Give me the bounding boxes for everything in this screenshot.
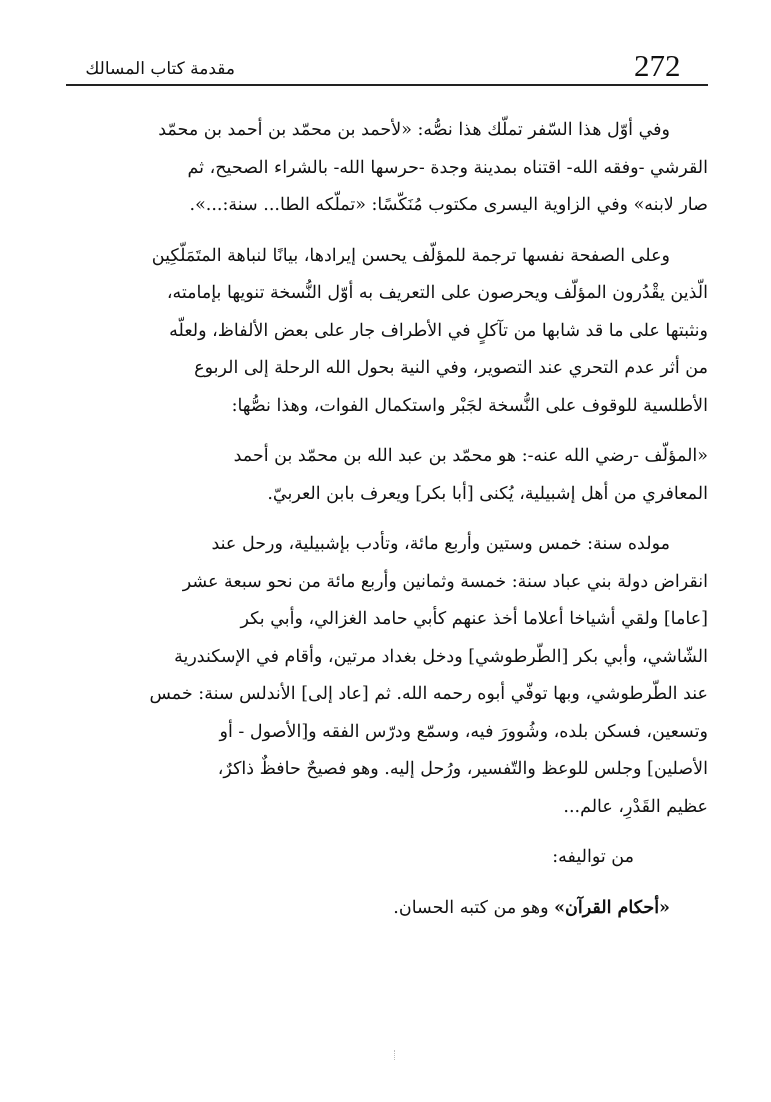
- text-line: انقراض دولة بني عباد سنة: خمسة وثمانين وأربع مائة من نحو سبعة عشر: [182, 571, 708, 592]
- text-line: القرشي -وفقه الله- اقتناه بمدينة وجدة -حرسها الله- بالشراء الصحيح، ثم: [187, 157, 708, 178]
- work-title: «أحكام القرآن»: [554, 897, 670, 918]
- text-line: [عاما] ولقي أشياخا أعلاما أخذ عنهم كأبي حامد الغزالي، وأبي بكر: [240, 609, 708, 629]
- works-item: [66, 890, 708, 928]
- text-line: الّذين يقْدُرون المؤلّف ويحرصون على التعريف به أوّل النُّسخة تنويها بإمامته،: [166, 283, 708, 303]
- scan-mark: [394, 1050, 396, 1060]
- page-number: 272: [634, 48, 681, 83]
- works-heading: [66, 839, 708, 877]
- paragraph-ownership-note: [66, 112, 708, 225]
- text-line: مولده سنة: خمس وستين وأربع مائة، وتأدب بإشبيلية، ورحل عند: [211, 534, 670, 554]
- text-line: «المؤلّف -رضي الله عنه-: هو محمّد بن عبد الله بن محمّد بن أحمد: [233, 446, 708, 466]
- text-line: وتسعين، فسكن بلده، وشُوورَ فيه، وسمّع ودرّس الفقه و[الأصول - أو: [219, 721, 708, 742]
- paragraph-biography-intro: [66, 238, 708, 426]
- work-description: وهو من كتبه الحسان.: [393, 897, 555, 918]
- text-line: صار لابنه» وفي الزاوية اليسرى مكتوب مُنَكّسًا: «تملّكه الطا... سنة:...».: [189, 195, 708, 215]
- paragraph-quoted-author: [66, 438, 708, 513]
- text-line: ونثبتها على ما قد شابها من تآكلٍ في الأطراف جار على بعض الألفاظ، ولعلّه: [169, 320, 708, 341]
- text-line: عند الطّرطوشي، وبها توفّي أبوه رحمه الله. ثم [عاد إلى] الأندلس سنة: خمس: [149, 684, 708, 704]
- text-line: [66, 890, 708, 928]
- paragraph-author-life: [66, 526, 708, 826]
- text-line: الأطلسية للوقوف على النُّسخة لجَبْر واستكمال الفوات، وهذا نصُّها:: [231, 395, 708, 416]
- text-line: وعلى الصفحة نفسها ترجمة للمؤلّف يحسن إيرادها، بيانًا لنباهة المتَمَلّكِين: [151, 245, 670, 266]
- page-body: [66, 112, 708, 940]
- text-line: عظيم القَدْرِ، عالم...: [563, 796, 708, 817]
- header-rule: [66, 84, 708, 86]
- text-line: وفي أوّل هذا السّفر تملّك هذا نصُّه: «لأحمد بن محمّد بن أحمد بن محمّد: [158, 120, 670, 140]
- text-line: الشّاشي، وأبي بكر [الطّرطوشي] ودخل بغداد مرتين، وأقام في الإسكندرية: [174, 646, 708, 667]
- text-line: من أثر عدم التحري عند التصوير، وفي النية بحول الله الرحلة إلى الربوع: [194, 358, 708, 378]
- text-line: المعافري من أهل إشبيلية، يُكنى [أبا بكر] ويعرف بابن العربيّ.: [267, 483, 708, 504]
- works-heading-text: من تواليفه:: [552, 847, 634, 867]
- text-line: الأصلين] وجلس للوعظ والتّفسير، ورُحل إليه. وهو فصيحٌ حافظٌ ذاكرٌ،: [217, 759, 708, 779]
- running-title: مقدمة كتاب المسالك: [85, 59, 235, 79]
